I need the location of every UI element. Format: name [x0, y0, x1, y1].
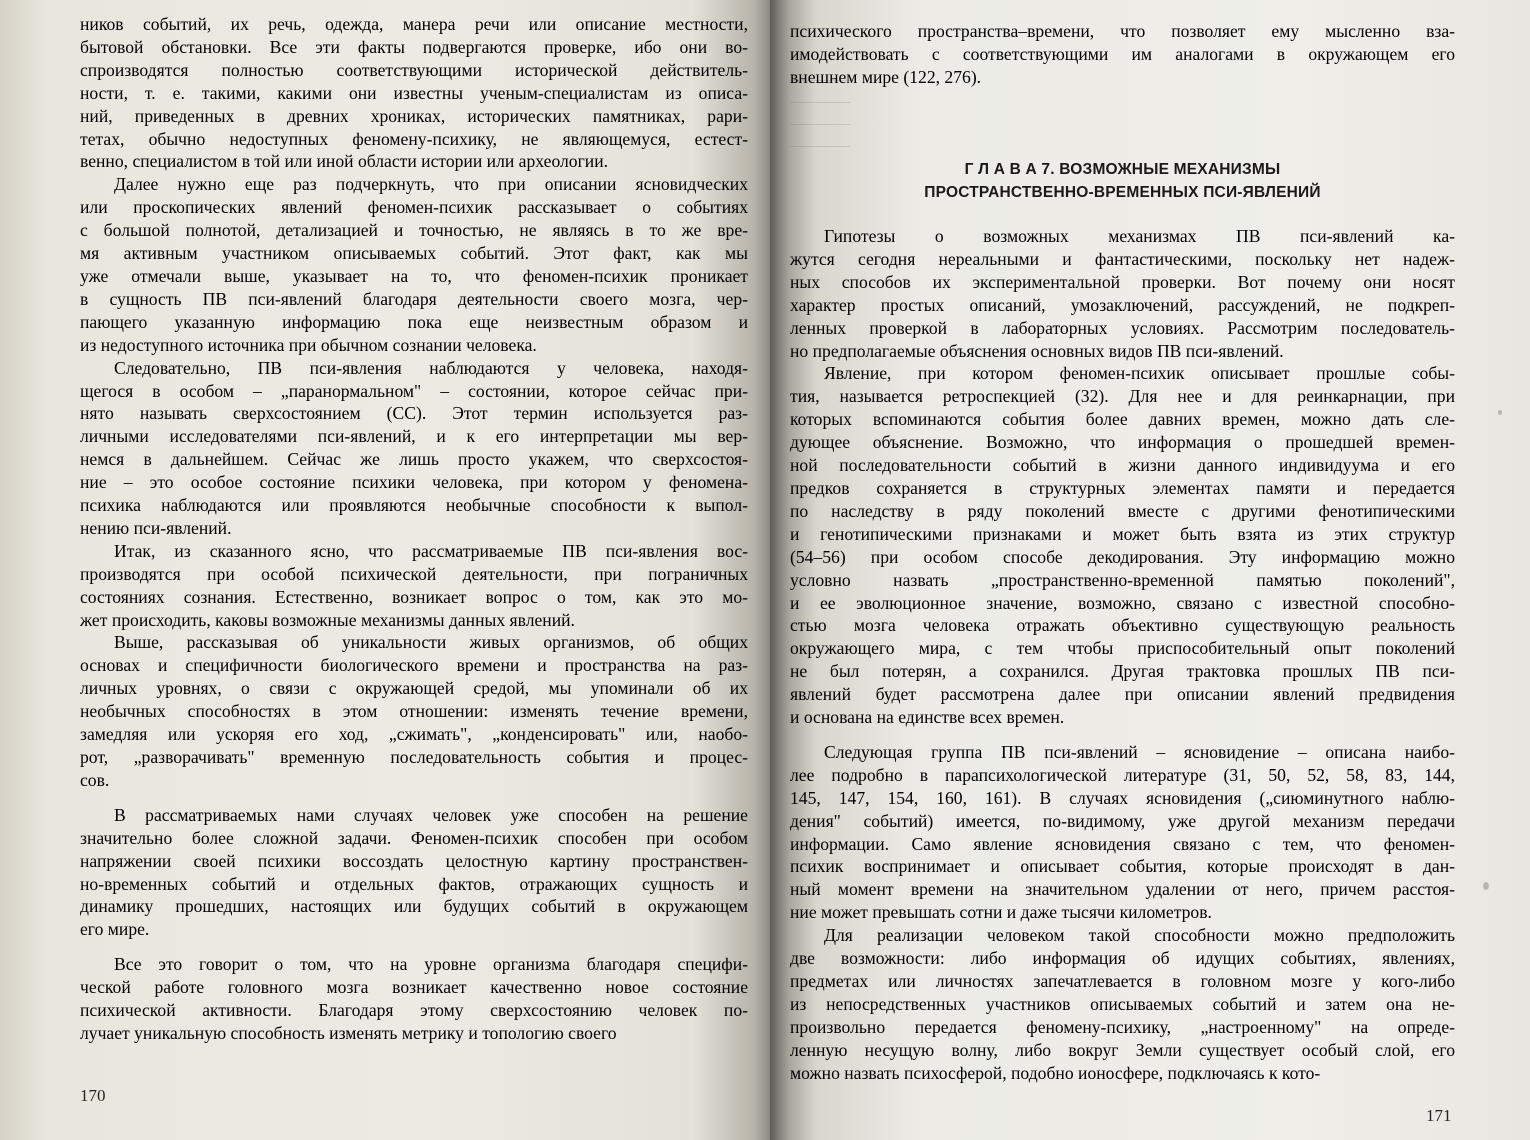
text-line: и основана на единстве всех времен. — [790, 707, 1065, 728]
left-page-number: 170 — [80, 1086, 106, 1105]
text-line: нению пси-явлений. — [80, 517, 232, 538]
text-line: Явление, при котором феномен-психик описывает прошлые собы- — [824, 363, 1455, 384]
text-line: информации. Само явление ясновидения связано с тем, что феномен- — [790, 833, 1455, 854]
text-line: состояниях сознания. Естественно, возникает вопрос о том, как это мо- — [80, 586, 748, 607]
text-line: ние может превышать сотни и даже тысячи километров. — [790, 902, 1212, 923]
text-line: 145, 147, 154, 160, 161). В случаях ясновидения („сиюминутного наблю- — [790, 787, 1455, 808]
text-line: личными исследователями пси-явлений, и к его интерпретации мы вер- — [80, 426, 748, 447]
text-line: психической активности. Благодаря этому сверхсостоянию человек по- — [80, 1000, 748, 1021]
text-line: характер простых описаний, умозаключений, рассуждений, не подкреп- — [790, 294, 1455, 315]
text-line: щегося в особом – „паранормальном" – состоянии, которое сейчас при- — [80, 380, 748, 401]
text-line: ников событий, их речь, одежда, манера речи или описание местности, — [80, 14, 748, 34]
paragraph — [80, 540, 748, 632]
text-line: ленных проверкой в лабораторных условиях. Рассмотрим последователь- — [790, 317, 1455, 338]
text-line: В рассматриваемых нами случаях человек уже способен на решение — [114, 804, 748, 825]
text-line: ний, приведенных в древних хрониках, исторических памятниках, рари- — [80, 105, 748, 126]
text-line: дения" событий) имеется, по-видимому, уже другой механизм передачи — [790, 810, 1455, 831]
text-line: лучает уникальную способность изменять метрику и топологию своего — [80, 1022, 617, 1043]
paragraph — [790, 362, 1455, 729]
text-line: ной последовательности событий в жизни данного индивидуума и его — [790, 455, 1455, 476]
text-line: тия, называется ретроспекцией (32). Для нее и для реинкарнации, при — [790, 386, 1455, 407]
paragraph — [80, 953, 748, 1045]
text-line: ности, т. е. такими, какими они известны ученым-специалистам из описа- — [80, 82, 748, 103]
text-line: необычных способностях в этом отношении: изменять течение времени, — [80, 701, 748, 722]
text-line: произвольно передается феномену-психику, „настроенному" на опреде- — [790, 1016, 1455, 1037]
text-line: психика наблюдаются или проявляются необычные способности к выпол- — [80, 495, 748, 516]
paragraph — [790, 741, 1455, 924]
text-line: Для реализации человеком такой способности можно предположить — [824, 925, 1455, 946]
chapter-heading-line-1: Г Л А В А 7. ВОЗМОЖНЫЕ МЕХАНИЗМЫ — [964, 161, 1281, 178]
text-line: и генотипическими признаками и может быть взята из этих структур — [790, 523, 1455, 544]
text-line: динамику прошедших, настоящих или будущих событий в окружающем — [80, 896, 748, 917]
right-page-number: 171 — [1426, 1106, 1452, 1125]
text-line: Следующая группа ПВ пси-явлений – ясновидение – описана наибо- — [824, 741, 1455, 762]
text-line: мя активным участником описываемых событий. Этот факт, как мы — [80, 243, 748, 264]
chapter-heading-line-2: ПРОСТРАНСТВЕННО-ВРЕМЕННЫХ ПСИ-ЯВЛЕНИЙ — [924, 184, 1321, 201]
text-line: жутся сегодня нереальными и фантастическими, поскольку нет надеж- — [790, 248, 1455, 269]
left-page-text — [80, 13, 748, 1045]
text-line: из недоступного источника при обычном сознании человека. — [80, 334, 537, 355]
paragraph — [790, 20, 1455, 89]
right-page-text — [790, 225, 1455, 1085]
text-line: и ее эволюционное значение, возможно, связано с известной способно- — [790, 592, 1455, 613]
paragraph — [80, 804, 748, 941]
right-page-top-text — [790, 20, 1455, 89]
text-line: окружающего мира, с тем чтобы приспособительный опыт поколений — [790, 638, 1455, 659]
text-line: предков сохраняется в структурных элементах памяти и передается — [790, 477, 1455, 498]
text-line: не был потерян, а сохранился. Другая трактовка прошлых ПВ пси- — [790, 661, 1455, 682]
text-line: предметах или личностях запечатлевается в головном мозге у кого-либо — [790, 971, 1455, 991]
text-line: явлений будет рассмотрена далее при описании явлений предвидения — [790, 684, 1455, 705]
text-line: Все это говорит о том, что на уровне организма благодаря специфи- — [114, 954, 748, 975]
text-line: ние – это особое состояние психики человека, при котором у феномена- — [80, 472, 748, 493]
paragraph — [80, 357, 748, 540]
text-line: значительно более сложной задачи. Феномен-психик способен при особом — [80, 827, 748, 848]
text-line: Выше, рассказывая об уникальности живых организмов, об общих — [114, 632, 748, 653]
text-line: внешнем мире (122, 276). — [790, 66, 982, 87]
text-line: лее подробно в парапсихологической литературе (31, 50, 52, 58, 83, 144, — [790, 764, 1455, 785]
text-line: пающего указанную информацию пока еще неизвестным образом и — [80, 311, 748, 332]
text-line: психического пространства–времени, что позволяет ему мысленно вза- — [790, 21, 1455, 41]
page-spot — [1483, 882, 1489, 890]
paragraph — [790, 225, 1455, 362]
text-line: которых вспоминаются события более давних времен, можно дать сле- — [790, 409, 1455, 430]
text-line: или проскопических явлений феномен-психик рассказывает о событиях — [80, 197, 748, 218]
text-line: Итак, из сказанного ясно, что рассматриваемые ПВ пси-явления вос- — [114, 540, 748, 561]
text-line: личных уровнях, о связи с окружающей средой, мы упоминали об их — [80, 678, 748, 699]
text-line: Следовательно, ПВ пси-явления наблюдаются у человека, находя- — [114, 357, 748, 378]
paragraph — [80, 13, 748, 173]
text-line: можно назвать психосферой, подобно ионосфере, подключаясь к кото- — [790, 1062, 1321, 1083]
text-line: рот, „разворачивать" временную последовательность события и процес- — [80, 747, 748, 767]
page-spot — [1498, 410, 1502, 415]
text-line: сов. — [80, 769, 110, 790]
text-line: производятся при особой психической деятельности, при пограничных — [80, 563, 748, 584]
text-line: (54–56) при особом способе декодирования. Эту информацию можно — [790, 546, 1455, 567]
text-line: немся в дальнейшем. Сейчас же лишь просто укажем, что сверхсостоя- — [80, 449, 748, 470]
text-line: жет происходить, каковы возможные механизмы данных явлений. — [80, 609, 575, 630]
text-line: две возможности: либо информация об идущих событиях, явлениях, — [790, 948, 1455, 969]
text-line: ческой работе головного мозга возникает качественно новое состояние — [80, 977, 748, 998]
text-line: напряжении своей психики воссоздать целостную картину пространствен- — [80, 850, 748, 871]
text-line: ленную несущую волну, либо вокруг Земли существует особый слой, его — [790, 1039, 1455, 1060]
text-line: имодействовать с соответствующими им аналогами в окружающем его — [790, 43, 1455, 64]
text-line: из непосредственных участников описываемых событий и затем она не- — [790, 993, 1455, 1014]
text-line: спроизводятся полностью соответствующими исторической действитель- — [80, 59, 748, 80]
text-line: в сущность ПВ пси-явлений благодаря деятельности своего мозга, чер- — [80, 288, 748, 309]
text-line: ных способов их экспериментальной проверки. Вот почему они носят — [790, 271, 1455, 292]
text-line: уже отмечали выше, указывает на то, что феномен-психик проникает — [80, 265, 748, 286]
text-line: Гипотезы о возможных механизмах ПВ пси-явлений ка- — [824, 226, 1455, 246]
text-line: по наследству в ряду поколений вместе с другими фенотипическими — [790, 500, 1455, 521]
text-line: нято называть сверхсостоянием (СС). Этот термин используется раз- — [80, 403, 748, 424]
text-line: с большой полнотой, детализацией и точностью, не являясь в то же вре- — [80, 220, 748, 241]
chapter-heading — [790, 158, 1455, 204]
text-line: но-временных событий и отдельных фактов, отражающих сущность и — [80, 873, 748, 894]
paragraph — [790, 924, 1455, 1084]
text-line: тетах, обычно недоступных феномену-психику, не являющемуся, естест- — [80, 128, 748, 149]
paragraph — [80, 173, 748, 356]
text-line: условно назвать „пространственно-временной памятью поколений", — [790, 569, 1455, 590]
text-line: венно, специалистом в той или иной области истории или археологии. — [80, 151, 609, 172]
text-line: его мире. — [80, 919, 150, 940]
text-line: стью мозга человека отражать объективно существующую реальность — [790, 615, 1455, 636]
text-line: бытовой обстановки. Все эти факты подвергаются проверке, ибо они во- — [80, 36, 748, 57]
bleed-through-text — [790, 80, 850, 150]
text-line: Далее нужно еще раз подчеркнуть, что при описании ясновидческих — [114, 174, 748, 195]
text-line: ный момент времени на значительном удалении от него, причем расстоя- — [790, 879, 1455, 900]
text-line: дующее объяснение. Возможно, что информация о прошедшей времен- — [790, 432, 1455, 453]
text-line: психик воспринимает и описывает события, которые происходят в дан- — [790, 856, 1455, 877]
paragraph — [80, 631, 748, 791]
text-line: но предполагаемые объяснения основных видов ПВ пси-явлений. — [790, 340, 1284, 361]
text-line: основах и специфичности биологического времени и пространства на раз- — [80, 655, 748, 676]
text-line: замедляя или ускоряя его ход, „сжимать", „конденсировать" или, наобо- — [80, 724, 748, 745]
